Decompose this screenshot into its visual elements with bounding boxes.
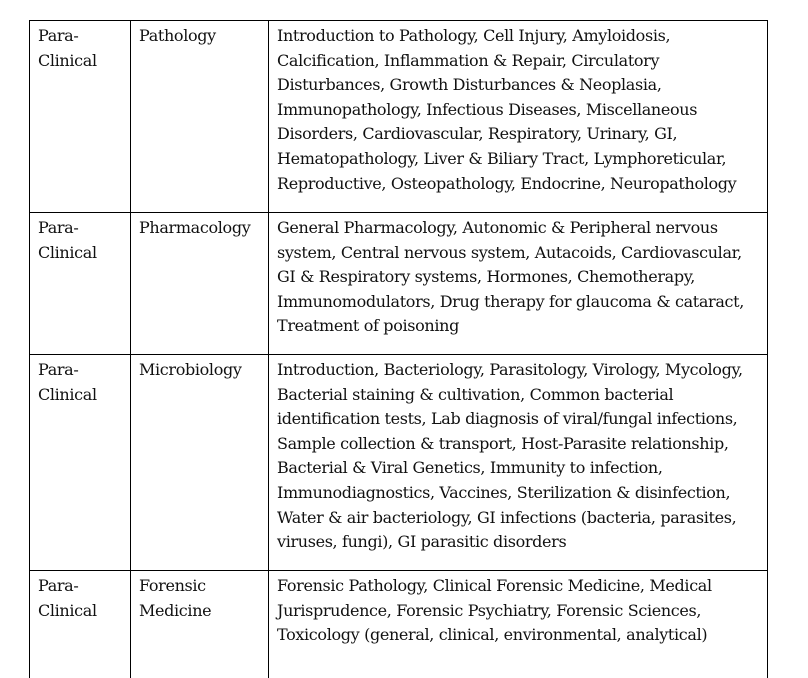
subject-cell (131, 355, 269, 571)
topics-text: Forensic Pathology, Clinical Forensic Medicine, Medical Jurisprudence, Forensic Psychiatry, Forensic Sciences, Toxicology (general, clinical, environmental, analytical) (277, 574, 759, 648)
subject-cell (131, 571, 269, 678)
subject-text: Pathology (139, 24, 260, 49)
topics-text: General Pharmacology, Autonomic & Peripheral nervous system, Central nervous system, Autacoids, Cardiovascular, GI & Respiratory systems, Hormones, Chemotherapy, Immunomodulators, Drug therapy for glaucoma & cataract, Treatment of poisoning (277, 216, 759, 339)
category-text: Para- Clinical (38, 358, 122, 407)
topics-text: Introduction, Bacteriology, Parasitology, Virology, Mycology, Bacterial staining & cultivation, Common bacterial identification tests, Lab diagnosis of viral/fungal infections, Sample collection & transport, Host-Parasite relationship, Bacterial & Viral Genetics, Immunity to infection, Immunodiagnostics, Vaccines, Sterilization & disinfection, Water & air bacteriology, GI infections (bacteria, parasites, viruses, fungi), GI parasitic disorders (277, 358, 759, 555)
category-text: Para- Clinical (38, 574, 122, 623)
table-row (30, 21, 768, 213)
subject-text: Forensic Medicine (139, 574, 260, 623)
topics-cell (269, 355, 768, 571)
subject-cell (131, 213, 269, 355)
subject-cell (131, 21, 269, 213)
table-row (30, 571, 768, 678)
topics-cell (269, 21, 768, 213)
curriculum-table (29, 20, 768, 678)
category-cell (30, 213, 131, 355)
topics-cell (269, 571, 768, 678)
topics-text: Introduction to Pathology, Cell Injury, Amyloidosis, Calcification, Inflammation & Repair, Circulatory Disturbances, Growth Disturbances & Neoplasia, Immunopathology, Infectious Diseases, Miscellaneous Disorders, Cardiovascular, Respiratory, Urinary, GI, Hematopathology, Liver & Biliary Tract, Lymphoreticular, Reproductive, Osteopathology, Endocrine, Neuropathology (277, 24, 759, 196)
subject-text: Pharmacology (139, 216, 260, 241)
category-cell (30, 355, 131, 571)
category-text: Para- Clinical (38, 216, 122, 265)
category-text: Para- Clinical (38, 24, 122, 73)
table-row (30, 355, 768, 571)
category-cell (30, 21, 131, 213)
topics-cell (269, 213, 768, 355)
category-cell (30, 571, 131, 678)
table-row (30, 213, 768, 355)
subject-text: Microbiology (139, 358, 260, 383)
